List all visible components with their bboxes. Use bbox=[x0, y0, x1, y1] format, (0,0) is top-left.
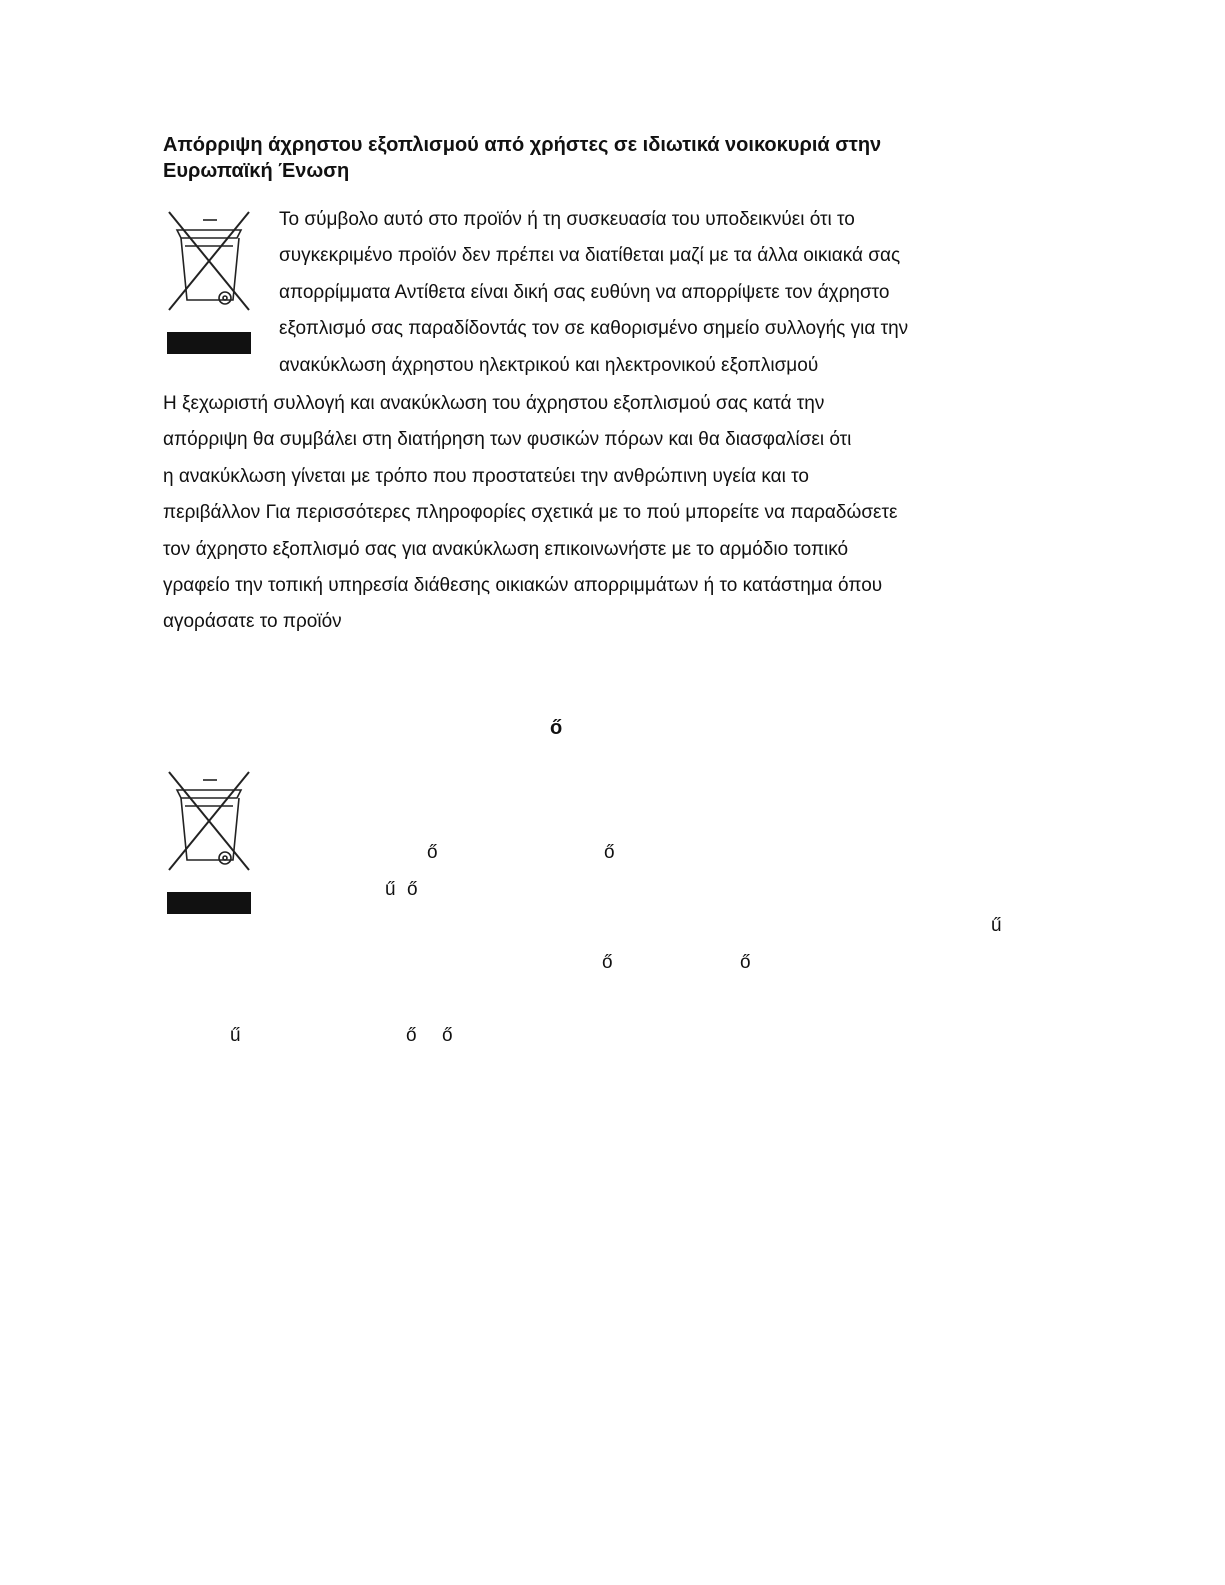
text-line: τον άχρηστο εξοπλισμό σας για ανακύκλωση επικοινωνήστε με το αρμόδιο τοπικό bbox=[163, 538, 849, 560]
residual-glyph: ő bbox=[602, 952, 613, 973]
residual-glyph: ő bbox=[442, 1025, 453, 1046]
symbol-explanation bbox=[279, 202, 1039, 384]
text-line: ανακύκλωση άχρηστου ηλεκτρικού και ηλεκτρονικού εξοπλισμού bbox=[279, 354, 819, 376]
heading-line: Ευρωπαϊκή Ένωση bbox=[163, 160, 350, 182]
crossed-out-wheelie-bin-icon bbox=[163, 206, 255, 356]
heading-line: Απόρριψη άχρηστου εξοπλισμού από χρήστες σε ιδιωτικά νοικοκυριά στην bbox=[163, 134, 882, 156]
text-line: συγκεκριμένο προϊόν δεν πρέπει να διατίθεται μαζί με τα άλλα οικιακά σας bbox=[279, 245, 901, 267]
residual-heading-glyph: ő bbox=[550, 717, 563, 739]
section-heading bbox=[163, 132, 1063, 184]
crossed-out-wheelie-bin-icon bbox=[163, 766, 255, 916]
text-line: απόρριψη θα συμβάλει στη διατήρηση των φυσικών πόρων και θα διασφαλίσει ότι bbox=[163, 429, 852, 451]
residual-glyph: ő bbox=[407, 879, 418, 900]
residual-glyph: ő bbox=[604, 842, 615, 863]
text-line: γραφείο την τοπική υπηρεσία διάθεσης οικιακών απορριμμάτων ή το κατάστημα όπου bbox=[163, 575, 883, 597]
residual-glyph: ű bbox=[991, 915, 1002, 936]
text-line: η ανακύκλωση γίνεται με τρόπο που προστατεύει την ανθρώπινη υγεία και το bbox=[163, 465, 809, 487]
residual-glyph: ő bbox=[406, 1025, 417, 1046]
residual-glyph: ő bbox=[740, 952, 751, 973]
text-line: περιβάλλον Για περισσότερες πληροφορίες σχετικά με το πού μπορείτε να παραδώσετε bbox=[163, 502, 898, 524]
text-line: Το σύμβολο αυτό στο προϊόν ή τη συσκευασία του υποδεικνύει ότι το bbox=[279, 209, 855, 230]
residual-glyph: ő bbox=[427, 842, 438, 863]
text-line: εξοπλισμό σας παραδίδοντάς τον σε καθορισμένο σημείο συλλογής για την bbox=[279, 318, 909, 340]
recycling-paragraph bbox=[163, 386, 1023, 641]
text-line: αγοράσατε το προϊόν bbox=[163, 611, 342, 633]
residual-glyph: ű bbox=[385, 879, 396, 900]
text-line: απορρίμματα Αντίθετα είναι δική σας ευθύνη να απορρίψετε τον άχρηστο bbox=[279, 281, 890, 303]
text-line: Η ξεχωριστή συλλογή και ανακύκλωση του άχρηστου εξοπλισμού σας κατά την bbox=[163, 393, 825, 414]
residual-glyph: ű bbox=[230, 1025, 241, 1046]
